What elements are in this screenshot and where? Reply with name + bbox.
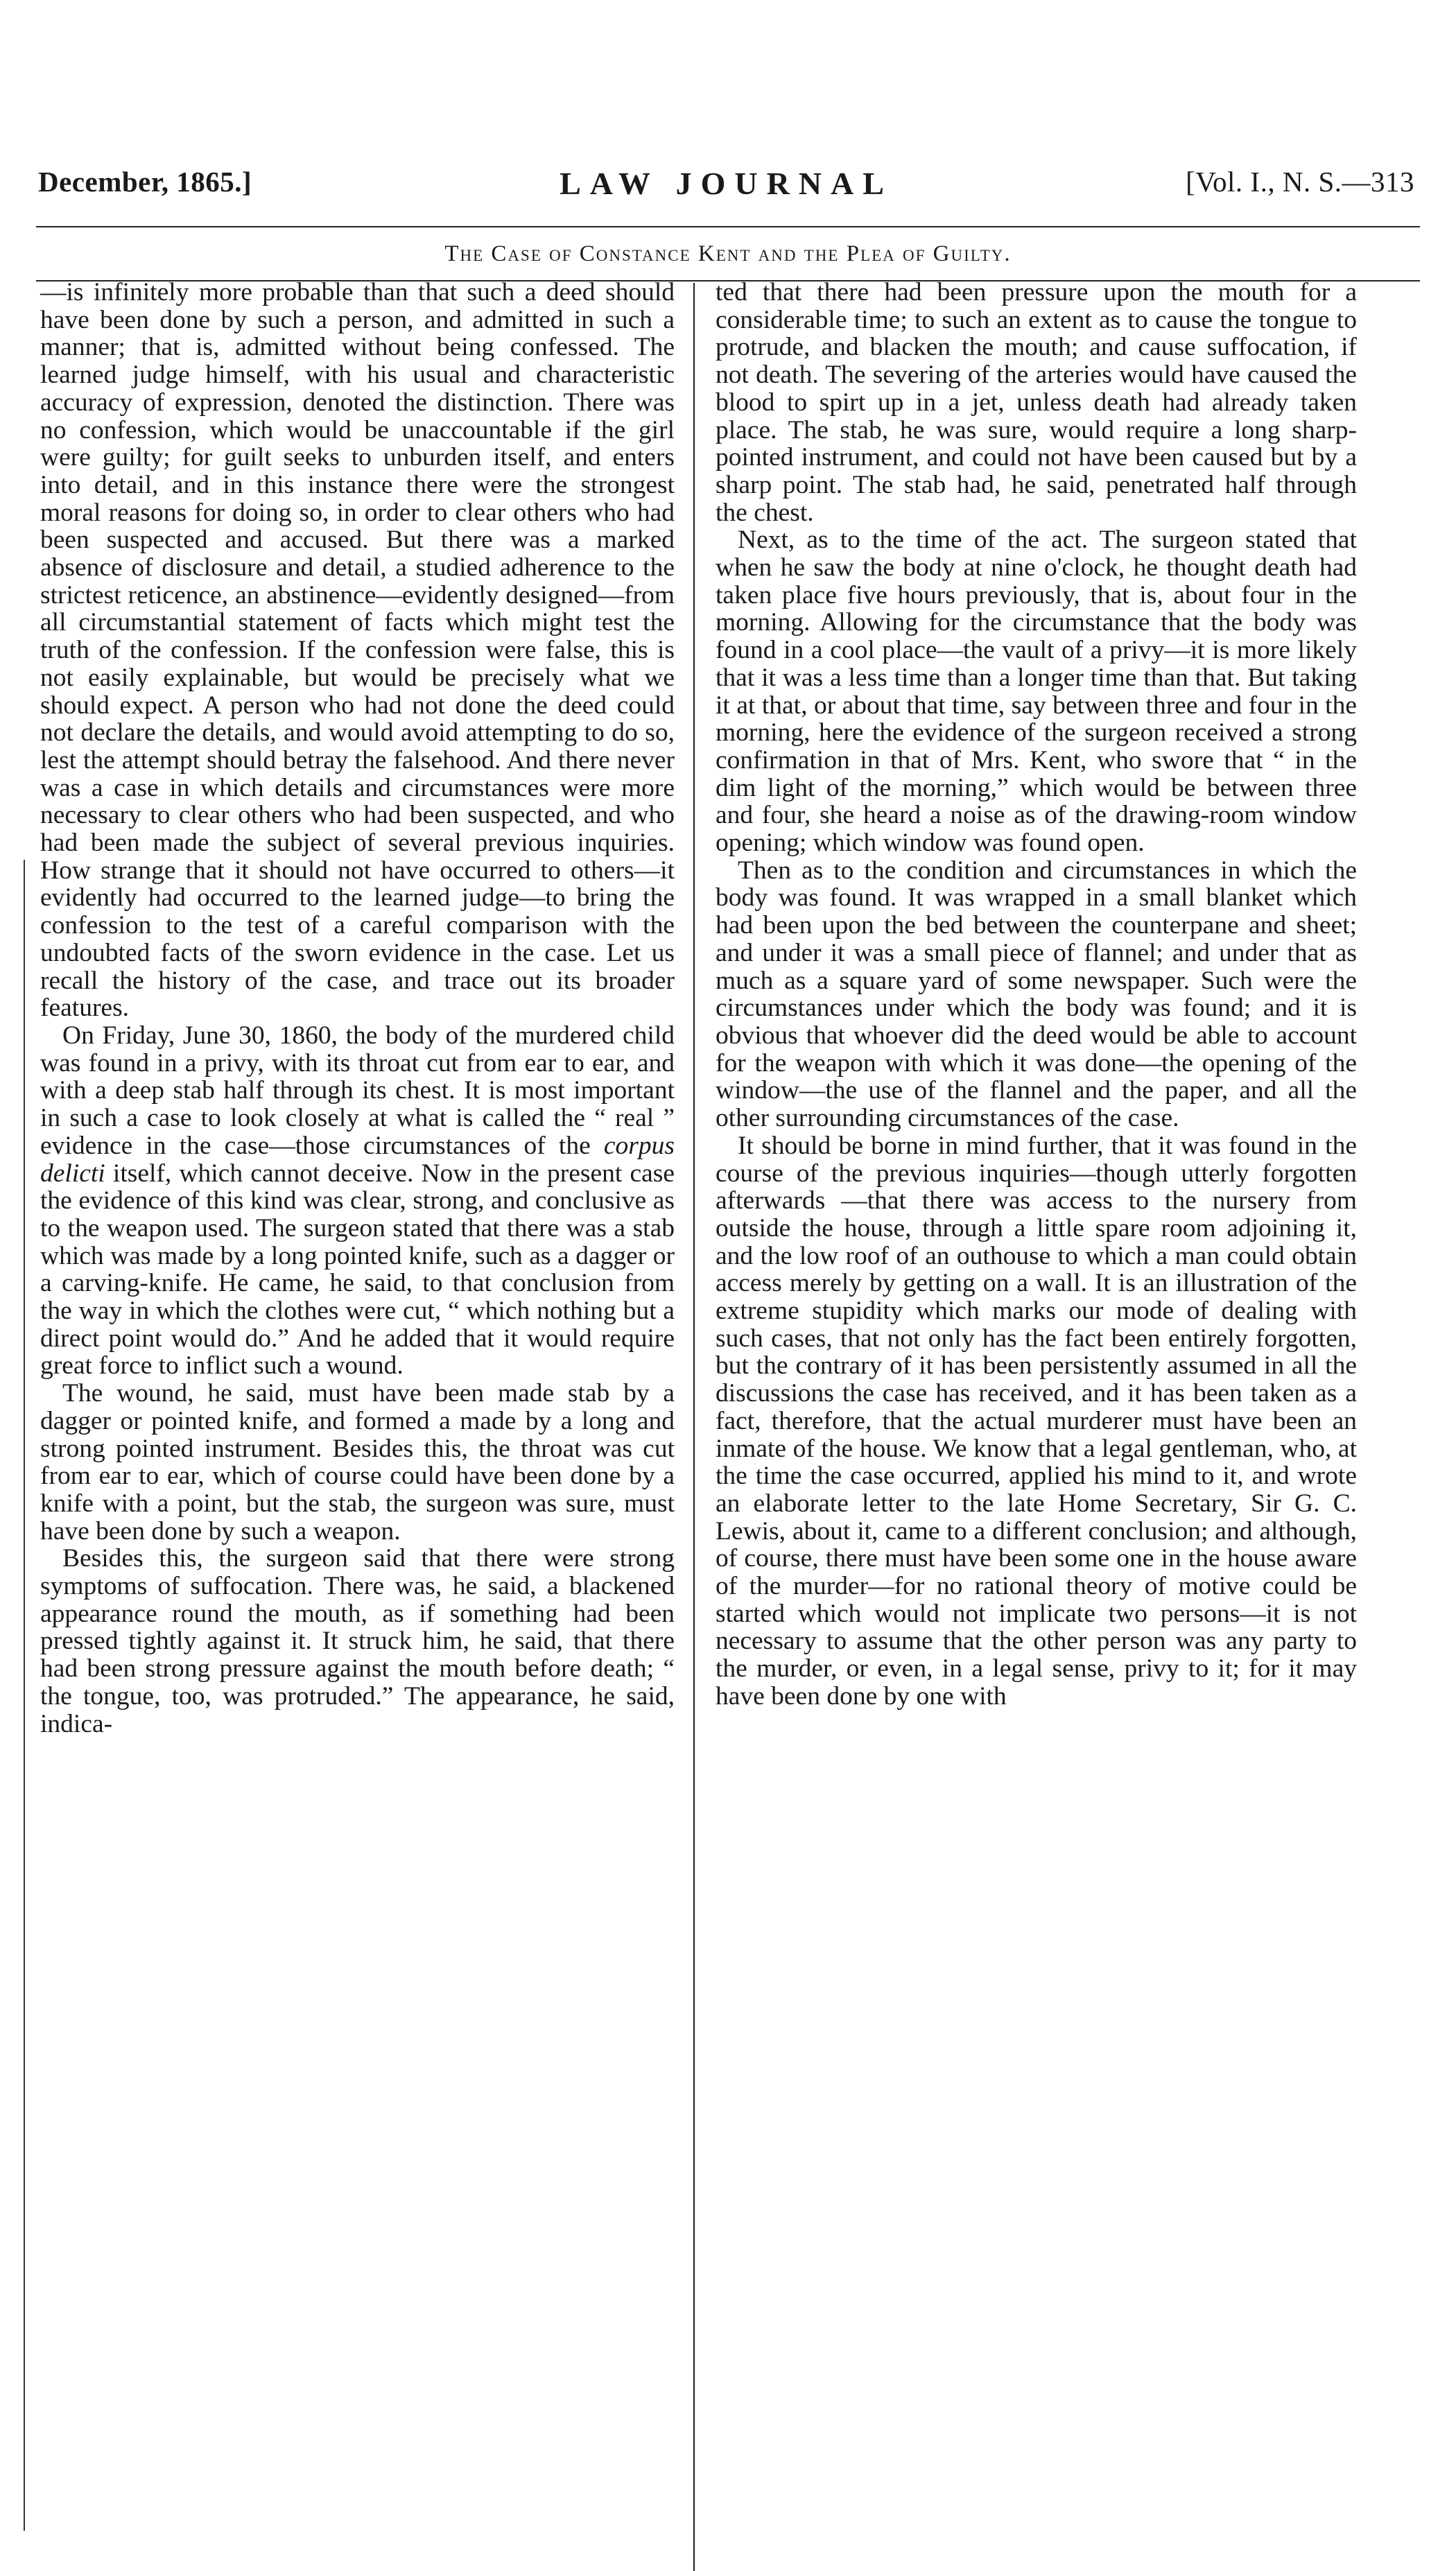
left-paragraph-2-part-a: On Friday, June 30, 1860, the body of the murdered child was found in a privy, with its throat cut from ear to ear, and with a deep stab half through its chest. It is most important in such a case to look closely at what is called the “ real ” evidence in the case—those circumstances of the (40, 1021, 675, 1160)
article-title: The Case of Constance Kent and the Plea of Guilty. (444, 241, 1012, 266)
corpus-delicti-italic: corpus delicti (40, 1131, 675, 1188)
left-paragraph-2-part-b: itself, which cannot deceive. Now in the present case the evidence of this kind was clear, strong, and conclusive as to the weapon used. The surgeon stated that there was a stab which was made by a long pointed knife, such as a dagger or a carving-knife. He came, he said, to that conclusion from the way in which the clothes were cut, “ which nothing but a direct point would do.” And he added that it would require great force to inflict such a wound. (40, 1159, 675, 1380)
header-date: December, 1865.] (38, 166, 252, 198)
right-paragraph-4: It should be borne in mind further, that it was found in the course of the previous inquiries—though utterly forgotten afterwards —that there was access to the nursery from outside the house, through a little spare room adjoining it, and the low roof of an outhouse to which a man could obtain access merely by getting on a wall. It is an illustration of the extreme stupidity which marks our mode of dealing with such cases, that not only has the fact been entirely forgotten, but the contrary of it has been persistently assumed in all the discussions the case has received, and it has been taken as a fact, therefore, that the actual murderer must have been an inmate of the house. We know that a legal gentleman, who, at the time the case occurred, applied his mind to it, and wrote an elaborate letter to the late Home Secretary, Sir G. C. Lewis, about it, came to a different conclusion; and although, of course, there must have been some one in the house aware of the murder—for no rational theory of motive could be started which would not implicate two persons—it is not necessary to assume that the other person was any party to the murder, or even, in a legal sense, privy to it; for it may have been done by one with (716, 1131, 1357, 1711)
margin-mark (24, 860, 25, 2531)
right-column (716, 279, 1357, 1711)
left-paragraph-1: —is infinitely more probable than that such a deed should have been done by such a person, and admitted in such a manner; that is, admitted without being confessed. The learned judge himself, with his usual and characteristic accuracy of expression, denoted the distinction. There was no confession, which would be unaccountable if the girl were guilty; for guilt seeks to unburden itself, and enters into detail, and in this instance there were the strongest moral reasons for doing so, in order to clear others who had been suspected and accused. But there was a marked absence of disclosure and detail, a studied adherence to the strictest reticence, an abstinence—evidently designed—from all circumstantial statement of facts which might test the truth of the confession. If the confession were false, this is not easily explainable, but would be precisely what we should expect. A person who had not done the deed could not declare the details, and would avoid attempting to do so, lest the attempt should betray the falsehood. And there never was a case in which details and circumstances were more necessary to clear others who had been suspected, and who had been made the subject of several previous inquiries. How strange that it should not have occurred to others—it evidently had occurred to the learned judge—to bring the confession to the test of a careful comparison with the undoubted facts of the sworn evidence in the case. Let us recall the history of the case, and trace out its broader features. (40, 278, 675, 1023)
left-paragraph-2 (40, 1022, 675, 1380)
running-header (38, 165, 1414, 220)
journal-title: LAW JOURNAL (560, 166, 893, 201)
left-column (40, 279, 675, 1738)
left-paragraph-4: Besides this, the surgeon said that there were strong symptoms of suffocation. There was, he said, a blackened appearance round the mouth, as if something had been pressed tightly against it. It struck him, he said, that there had been strong pressure against the mouth before death; “ the tongue, too, was protruded.” The appearance, he said, indica- (40, 1544, 675, 1738)
header-rule (36, 226, 1420, 227)
left-paragraph-3: The wound, he said, must have been made stab by a dagger or pointed knife, and formed a made by a long and strong pointed instrument. Besides this, the throat was cut from ear to ear, which of course could have been done by a knife with a point, but the stab, the surgeon was sure, must have been done by such a weapon. (40, 1379, 675, 1546)
header-volume-page: [Vol. I., N. S.—313 (1186, 166, 1414, 198)
right-paragraph-3: Then as to the condition and circumstances in which the body was found. It was wrapped in a small blanket which had been upon the bed between the counterpane and sheet; and under it was a small piece of flannel; and under that as much as a square yard of some newspaper. Such were the circumstances under which the body was found; and it is obvious that whoever did the deed would be able to account for the weapon with which it was done—the opening of the window—the use of the flannel and the paper, and all the other surrounding circumstances of the case. (716, 856, 1357, 1133)
right-paragraph-1: ted that there had been pressure upon the mouth for a considerable time; to such an extent as to cause the tongue to protrude, and blacken the mouth; and cause suffocation, if not death. The severing of the arteries would have caused the blood to spirt up in a jet, unless death had already taken place. The stab, he was sure, would require a long sharp-pointed instrument, and could not have been caused but by a sharp point. The stab had, he said, penetrated half through the chest. (716, 278, 1357, 527)
right-paragraph-2: Next, as to the time of the act. The surgeon stated that when he saw the body at nine o'clock, he thought death had taken place five hours previously, that is, about four in the morning. Allowing for the circumstance that the body was found in a cool place—the vault of a privy—it is more likely that it was a less time than a longer time than that. But taking it at that, or about that time, say between three and four in the morning, here the evidence of the surgeon received a strong confirmation in that of Mrs. Kent, who swore that “ in the dim light of the morning,” which would be between three and four, she heard a noise as of the drawing-room window opening; which window was found open. (716, 526, 1357, 858)
column-divider (693, 283, 695, 2571)
